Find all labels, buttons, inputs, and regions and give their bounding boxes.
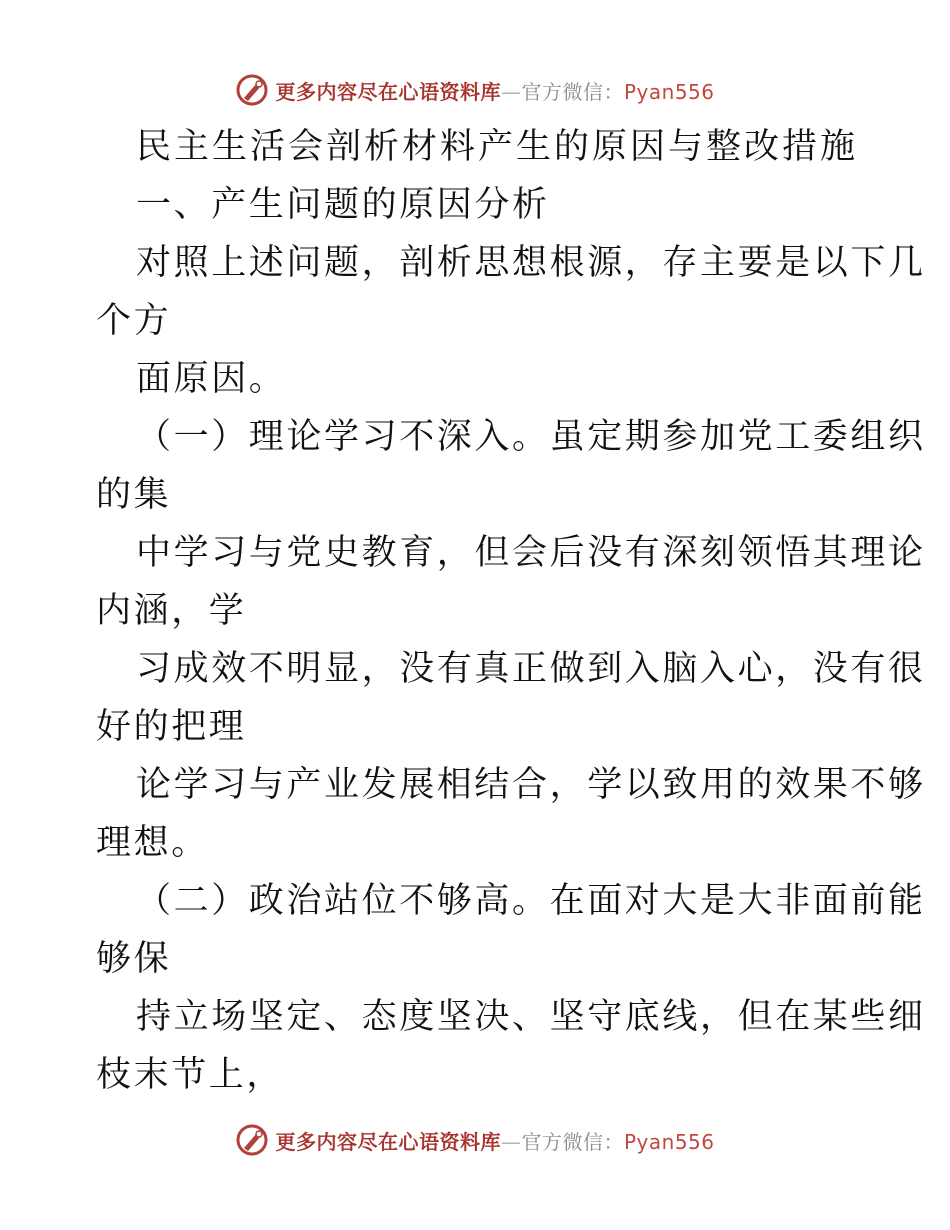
watermark-wechat-label: 官方微信： bbox=[521, 1129, 624, 1154]
paragraph-line: 内涵，学 bbox=[96, 591, 247, 631]
watermark-wechat-label: 官方微信： bbox=[521, 79, 624, 104]
paragraph-line: 对照上述问题，剖析思想根源，存主要是以下几 bbox=[136, 243, 926, 283]
subsection-heading-line: （一）理论学习不深入。虽定期参加党工委组织 bbox=[136, 417, 926, 457]
paragraph-line: 够保 bbox=[96, 939, 172, 979]
document-title: 民主生活会剖析材料产生的原因与整改措施 bbox=[136, 127, 859, 167]
paragraph-line: 枝末节上， bbox=[96, 1055, 285, 1095]
watermark-brand: 更多内容尽在心语资料库 bbox=[275, 1129, 501, 1154]
paragraph-line: 面原因。 bbox=[136, 359, 287, 399]
pen-badge-icon bbox=[235, 1123, 269, 1157]
watermark-text bbox=[275, 76, 714, 105]
header-watermark bbox=[0, 70, 950, 110]
watermark-brand: 更多内容尽在心语资料库 bbox=[275, 79, 501, 104]
paragraph-line: 持立场坚定、态度坚决、坚守底线，但在某些细 bbox=[136, 997, 926, 1037]
paragraph-line: 好的把理 bbox=[96, 707, 247, 747]
paragraph-line: 个方 bbox=[96, 301, 172, 341]
paragraph-line: 的集 bbox=[96, 475, 172, 515]
paragraph-line: 中学习与党史教育，但会后没有深刻领悟其理论 bbox=[136, 533, 926, 573]
watermark-separator: — bbox=[500, 79, 522, 104]
paragraph-line: 论学习与产业发展相结合，学以致用的效果不够 bbox=[136, 765, 926, 805]
paragraph-line: 理想。 bbox=[96, 823, 209, 863]
watermark-wechat-id: Pyan556 bbox=[623, 79, 715, 104]
watermark-text bbox=[275, 1126, 714, 1155]
paragraph-line: 习成效不明显，没有真正做到入脑入心，没有很 bbox=[136, 649, 926, 689]
subsection-heading-line: （二）政治站位不够高。在面对大是大非面前能 bbox=[136, 881, 926, 921]
watermark-separator: — bbox=[500, 1129, 522, 1154]
document-body bbox=[96, 118, 926, 1104]
pen-badge-icon bbox=[235, 73, 269, 107]
section-heading: 一、产生问题的原因分析 bbox=[136, 185, 550, 225]
footer-watermark bbox=[0, 1120, 950, 1160]
watermark-wechat-id: Pyan556 bbox=[623, 1129, 715, 1154]
